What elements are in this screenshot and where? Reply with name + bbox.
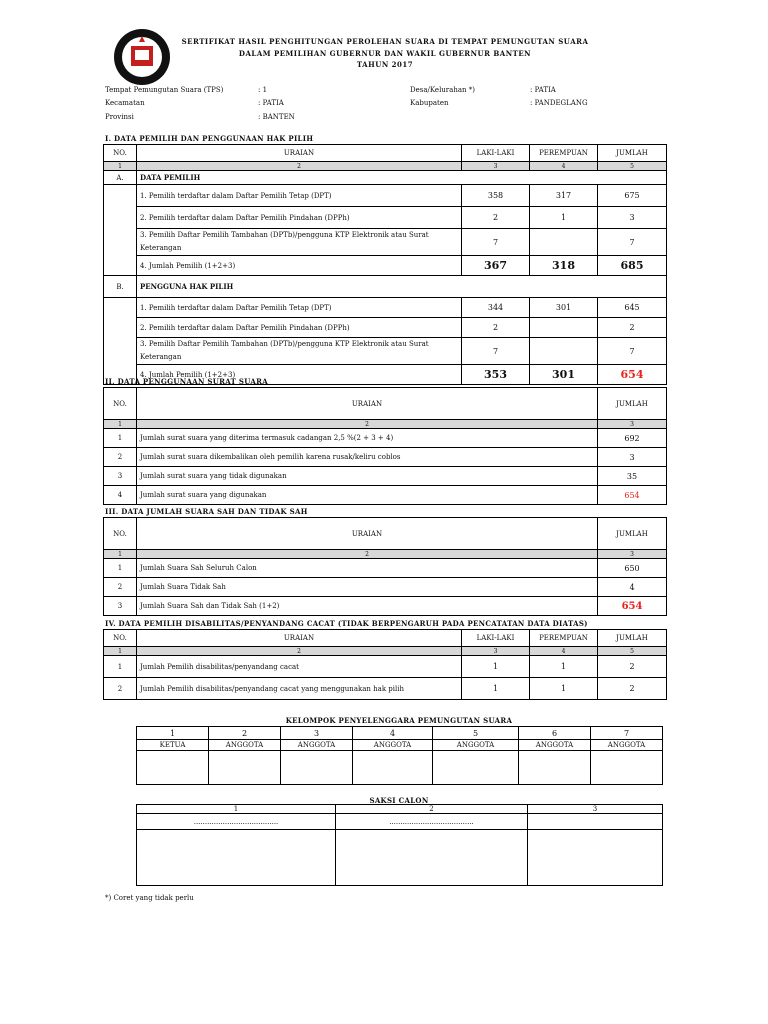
col-num: 1 — [104, 162, 137, 171]
signature-box[interactable] — [137, 830, 336, 886]
value-laki: 2 — [462, 318, 530, 338]
total-jumlah: 685 — [598, 256, 667, 276]
value-laki: 2 — [462, 207, 530, 229]
row-label: Jumlah Pemilih disabilitas/penyandang cacat — [137, 656, 462, 678]
row-no: 3 — [104, 597, 137, 616]
col-num: 2 — [137, 420, 598, 429]
row-no: 2 — [104, 448, 137, 467]
voter-data-table — [103, 144, 667, 385]
vote-validity-table — [103, 517, 667, 616]
col-num: 3 — [462, 162, 530, 171]
row-label: 2. Pemilih terdaftar dalam Daftar Pemilih Pindahan (DPPh) — [137, 318, 462, 338]
value-jumlah: 2 — [598, 656, 667, 678]
row-label: 3. Pemilih Daftar Pemilih Tambahan (DPTb)/pengguna KTP Elektronik atau Surat Keterangan — [137, 338, 462, 365]
value-jumlah: 675 — [598, 185, 667, 207]
value-perempuan: 1 — [530, 207, 598, 229]
row-label: 3. Pemilih Daftar Pemilih Tambahan (DPTb)/pengguna KTP Elektronik atau Surat Keterangan — [137, 229, 462, 256]
saksi-num: 1 — [137, 805, 336, 814]
row-label: 1. Pemilih terdaftar dalam Daftar Pemilih Tetap (DPT) — [137, 298, 462, 318]
value-jumlah: 2 — [598, 318, 667, 338]
row-label: 4. Jumlah Pemilih (1+2+3) — [137, 256, 462, 276]
value-jumlah: 654 — [598, 486, 667, 505]
saksi-num: 3 — [528, 805, 663, 814]
col-header-uraian: URAIAN — [137, 518, 598, 550]
signature-box[interactable] — [281, 751, 353, 785]
total-laki: 367 — [462, 256, 530, 276]
value-jumlah: 7 — [598, 338, 667, 365]
col-num: 3 — [598, 420, 667, 429]
col-num: 1 — [104, 647, 137, 656]
col-header-uraian: URAIAN — [137, 630, 462, 647]
kpps-title: KELOMPOK PENYELENGGARA PEMUNGUTAN SUARA — [285, 716, 513, 725]
row-label: Jumlah surat suara yang tidak digunakan — [137, 467, 598, 486]
col-header-uraian: URAIAN — [137, 145, 462, 162]
value-perempuan: 1 — [530, 656, 598, 678]
section-3-title: III. DATA JUMLAH SUARA SAH DAN TIDAK SAH — [105, 507, 308, 516]
signature-box[interactable] — [137, 751, 209, 785]
value-jumlah: 3 — [598, 207, 667, 229]
kpps-role: ANGGOTA — [353, 740, 433, 751]
group-title: PENGGUNA HAK PILIH — [137, 276, 462, 298]
row-label: Jumlah Suara Sah Seluruh Calon — [137, 559, 598, 578]
kpps-num: 4 — [353, 727, 433, 740]
kpps-num: 1 — [137, 727, 209, 740]
signature-box[interactable] — [519, 751, 591, 785]
signature-box[interactable] — [433, 751, 519, 785]
desa-value: : PATIA — [530, 86, 556, 94]
value-laki: 344 — [462, 298, 530, 318]
value-jumlah: 35 — [598, 467, 667, 486]
col-header-uraian: URAIAN — [137, 388, 598, 420]
row-label: Jumlah Suara Tidak Sah — [137, 578, 598, 597]
saksi-name-line[interactable] — [528, 814, 663, 830]
row-label: 2. Pemilih terdaftar dalam Daftar Pemilih Pindahan (DPPh) — [137, 207, 462, 229]
saksi-title: SAKSI CALON — [369, 796, 429, 805]
total-laki: 353 — [462, 365, 530, 385]
row-no: 4 — [104, 486, 137, 505]
value-jumlah: 3 — [598, 448, 667, 467]
section-4-title: IV. DATA PEMILIH DISABILITAS/PENYANDANG CACAT (TIDAK BERPENGARUH PADA PENCATATAN DATA DIATAS) — [105, 619, 588, 628]
col-header-perempuan: PEREMPUAN — [530, 145, 598, 162]
kabupaten-value: : PANDEGLANG — [530, 99, 588, 107]
col-header-laki: LAKI-LAKI — [462, 145, 530, 162]
provinsi-label: Provinsi — [105, 113, 134, 121]
value-perempuan: 1 — [530, 678, 598, 700]
row-label: 4. Jumlah Pemilih (1+2+3) — [137, 365, 462, 385]
row-label: Jumlah surat suara yang digunakan — [137, 486, 598, 505]
kpps-num: 2 — [209, 727, 281, 740]
row-label: Jumlah Pemilih disabilitas/penyandang cacat yang menggunakan hak pilih — [137, 678, 462, 700]
col-header-jumlah: JUMLAH — [598, 518, 667, 550]
col-num: 2 — [137, 550, 598, 559]
kpps-role: ANGGOTA — [281, 740, 353, 751]
col-num: 4 — [530, 647, 598, 656]
provinsi-value: : BANTEN — [258, 113, 295, 121]
col-num: 1 — [104, 550, 137, 559]
kpps-num: 6 — [519, 727, 591, 740]
col-header-no: NO. — [104, 145, 137, 162]
total-perempuan: 301 — [530, 365, 598, 385]
col-header-jumlah: JUMLAH — [598, 145, 667, 162]
footnote: *) Coret yang tidak perlu — [105, 894, 194, 902]
value-jumlah: 2 — [598, 678, 667, 700]
kpps-signature-table — [136, 726, 663, 785]
value-jumlah: 645 — [598, 298, 667, 318]
section-2-title: II. DATA PENGGUNAAN SURAT SUARA — [105, 377, 268, 386]
col-header-no: NO. — [104, 388, 137, 420]
signature-box[interactable] — [209, 751, 281, 785]
row-no: 1 — [104, 429, 137, 448]
col-num: 3 — [462, 647, 530, 656]
row-no: 3 — [104, 467, 137, 486]
value-jumlah: 654 — [598, 597, 667, 616]
kpps-role: ANGGOTA — [591, 740, 663, 751]
kpps-role: ANGGOTA — [433, 740, 519, 751]
group-no: B. — [104, 276, 137, 298]
value-jumlah: 650 — [598, 559, 667, 578]
value-jumlah: 7 — [598, 229, 667, 256]
col-header-no: NO. — [104, 518, 137, 550]
value-perempuan — [530, 229, 598, 256]
group-title: DATA PEMILIH — [137, 171, 462, 185]
kecamatan-value: : PATIA — [258, 99, 284, 107]
col-num: 1 — [104, 420, 137, 429]
desa-label: Desa/Kelurahan *) — [410, 86, 475, 94]
signature-box[interactable] — [591, 751, 663, 785]
value-perempuan — [530, 318, 598, 338]
group-no: A. — [104, 171, 137, 185]
col-num: 5 — [598, 647, 667, 656]
row-no: 2 — [104, 578, 137, 597]
ballot-usage-table — [103, 387, 667, 505]
tps-label: Tempat Pemungutan Suara (TPS) — [105, 86, 224, 94]
value-laki: 7 — [462, 338, 530, 365]
kpps-role: KETUA — [137, 740, 209, 751]
saksi-name-line[interactable]: ...................................... — [336, 814, 528, 830]
col-header-no: NO. — [104, 630, 137, 647]
total-perempuan: 318 — [530, 256, 598, 276]
col-num: 5 — [598, 162, 667, 171]
value-perempuan: 301 — [530, 298, 598, 318]
certificate-title: SERTIFIKAT HASIL PENGHITUNGAN PEROLEHAN SUARA DI TEMPAT PEMUNGUTAN SUARA — [181, 37, 589, 46]
col-header-laki: LAKI-LAKI — [462, 630, 530, 647]
col-header-jumlah: JUMLAH — [598, 630, 667, 647]
tps-value: : 1 — [258, 86, 268, 94]
row-no: 2 — [104, 678, 137, 700]
kpps-num: 3 — [281, 727, 353, 740]
signature-box[interactable] — [336, 830, 528, 886]
election-name: DALAM PEMILIHAN GUBERNUR DAN WAKIL GUBERNUR BANTEN — [238, 49, 532, 58]
disability-table — [103, 629, 667, 700]
value-jumlah: 692 — [598, 429, 667, 448]
value-jumlah: 4 — [598, 578, 667, 597]
row-no: 1 — [104, 656, 137, 678]
col-header-perempuan: PEREMPUAN — [530, 630, 598, 647]
election-year: TAHUN 2017 — [356, 60, 414, 69]
kabupaten-label: Kabupaten — [410, 99, 449, 107]
value-perempuan: 317 — [530, 185, 598, 207]
signature-box[interactable] — [528, 830, 663, 886]
total-jumlah: 654 — [598, 365, 667, 385]
row-label: Jumlah Suara Sah dan Tidak Sah (1+2) — [137, 597, 598, 616]
col-num: 2 — [137, 647, 462, 656]
value-laki: 358 — [462, 185, 530, 207]
kecamatan-label: Kecamatan — [105, 99, 145, 107]
saksi-num: 2 — [336, 805, 528, 814]
col-num: 3 — [598, 550, 667, 559]
value-perempuan — [530, 338, 598, 365]
kpps-role: ANGGOTA — [209, 740, 281, 751]
value-laki: 1 — [462, 678, 530, 700]
kpps-num: 7 — [591, 727, 663, 740]
col-num: 4 — [530, 162, 598, 171]
row-label: Jumlah surat suara yang diterima termasuk cadangan 2,5 %(2 + 3 + 4) — [137, 429, 598, 448]
col-num: 2 — [137, 162, 462, 171]
saksi-signature-table — [136, 804, 663, 886]
signature-box[interactable] — [353, 751, 433, 785]
kpps-num: 5 — [433, 727, 519, 740]
col-header-jumlah: JUMLAH — [598, 388, 667, 420]
value-laki: 1 — [462, 656, 530, 678]
section-1-title: I. DATA PEMILIH DAN PENGGUNAAN HAK PILIH — [105, 134, 314, 143]
row-label: Jumlah surat suara dikembalikan oleh pemilih karena rusak/keliru coblos — [137, 448, 598, 467]
row-no: 1 — [104, 559, 137, 578]
saksi-name-line[interactable]: ...................................... — [137, 814, 336, 830]
row-label: 1. Pemilih terdaftar dalam Daftar Pemilih Tetap (DPT) — [137, 185, 462, 207]
kpps-role: ANGGOTA — [519, 740, 591, 751]
value-laki: 7 — [462, 229, 530, 256]
